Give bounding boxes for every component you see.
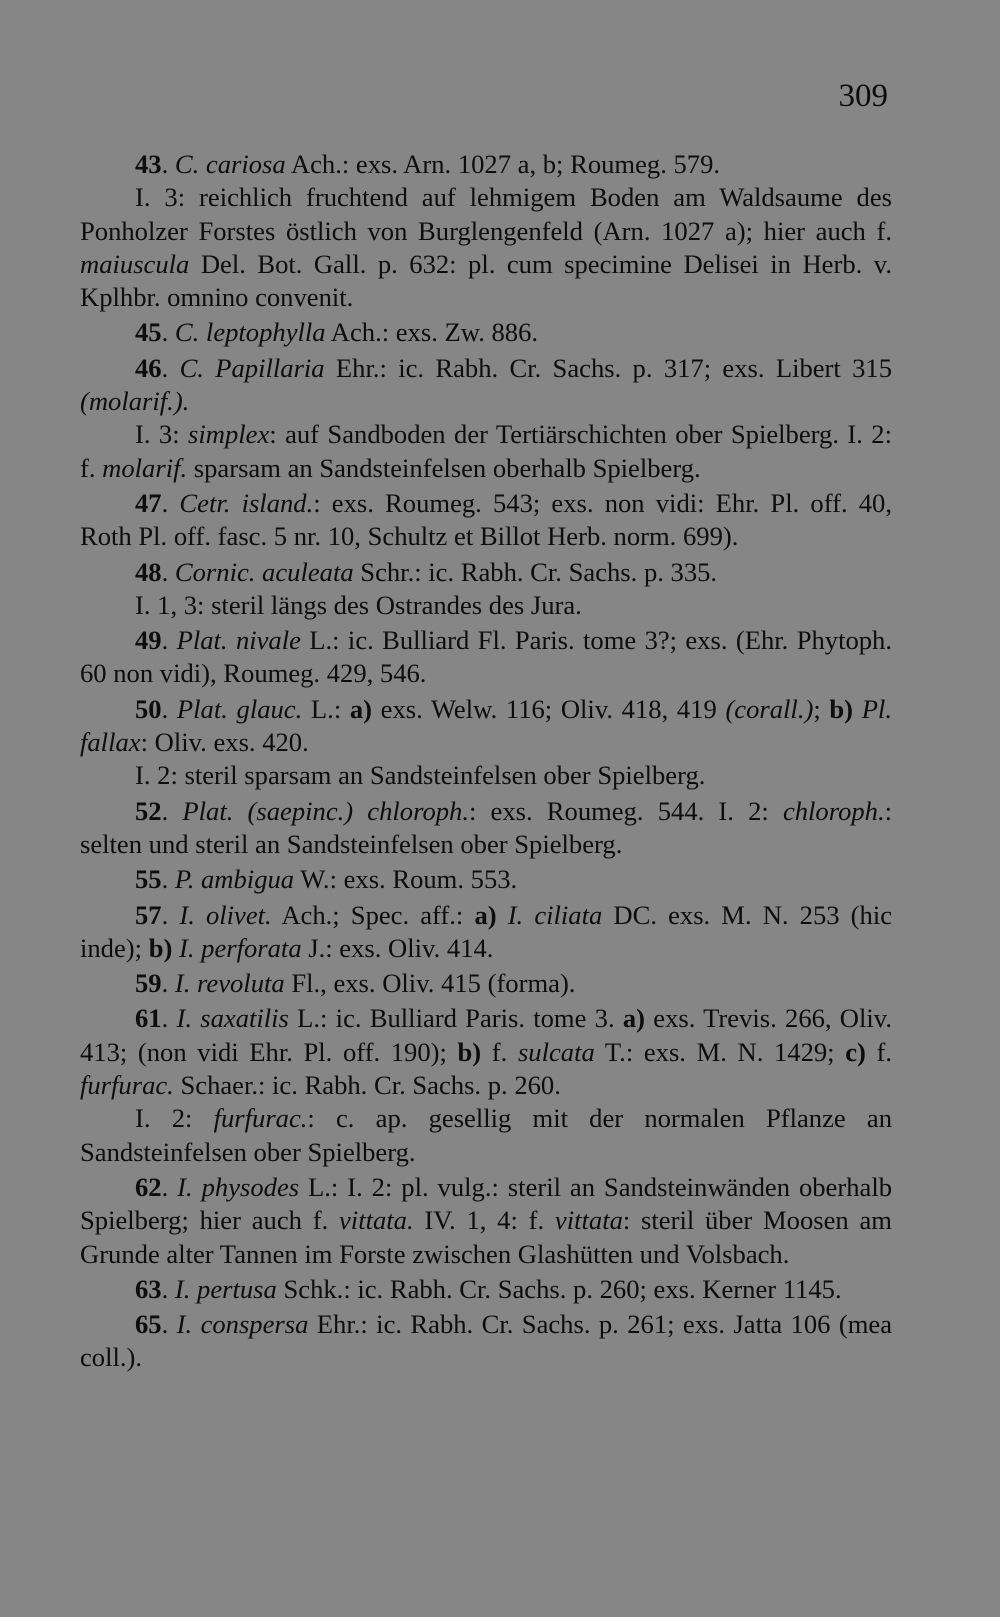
taxon-name: Cornic. aculeata — [174, 556, 354, 587]
body-text — [80, 146, 892, 1375]
taxon-name: Plat. nivale — [176, 625, 301, 656]
entry-text: . — [161, 693, 177, 724]
entry-number: 59 — [135, 968, 162, 999]
taxon-name: (corall.) — [725, 693, 814, 724]
taxon-name: Plat. glauc. — [176, 693, 303, 724]
variant-letter: a) — [349, 693, 373, 724]
entry-text: exs. Welw. 116; Oliv. 418, 419 — [372, 693, 726, 724]
page-number: 309 — [838, 78, 888, 114]
entry-paragraph — [80, 148, 892, 181]
entry-paragraph — [80, 795, 892, 862]
entry-text: : exs. Roumeg. 543; exs. non vidi: Ehr. Pl. off. 40, Roth Pl. off. fasc. 5 nr. 10, Schultz et Billot Herb. norm. 699). — [80, 487, 893, 552]
taxon-name: furfurac. — [80, 1070, 174, 1101]
taxon-name: I. conspersa — [176, 1309, 309, 1340]
entry-text: Ach.: exs. Arn. 1027 a, b; Roumeg. 579. — [285, 149, 721, 179]
entry-text: sparsam an Sandsteinfelsen oberhalb Spielberg. — [187, 452, 701, 483]
entry-text: : c. ap. gesellig mit der normalen Pflanze an Sandsteinfelsen ober Spielberg. — [80, 1103, 892, 1167]
entry-text: DC. exs. M. N. 253 (hic inde); — [80, 899, 893, 963]
entry-number: 63 — [135, 1273, 162, 1304]
entry-number: 57 — [135, 899, 162, 930]
entry-paragraph — [80, 316, 892, 349]
entry-number: 65 — [135, 1309, 162, 1340]
entry-paragraph — [80, 487, 892, 554]
entry-paragraph — [80, 556, 892, 589]
taxon-name: maiuscula — [80, 248, 190, 279]
entry-paragraph — [80, 1308, 892, 1375]
entry-text: : Oliv. exs. 420. — [140, 727, 309, 758]
entry-text: L.: I. 2: pl. vulg.: steril an Sandsteinwänden oberhalb Spielberg; hier auch f. — [80, 1171, 893, 1236]
entry-text: . — [161, 864, 175, 895]
entry-text: . — [161, 1309, 177, 1340]
entry-continuation — [80, 759, 892, 792]
entry-text: . — [161, 1273, 175, 1304]
entry-text: Schr.: ic. Rabh. Cr. Sachs. p. 335. — [353, 556, 718, 587]
entry-text: Schaer.: ic. Rabh. Cr. Sachs. p. 260. — [173, 1070, 561, 1101]
taxon-name: I. olivet. — [179, 899, 272, 930]
entry-text: . — [161, 352, 180, 383]
entry-text: . — [161, 1003, 177, 1034]
entry-text: : selten und steril an Sandsteinfelsen ober Spielberg. — [80, 795, 893, 859]
entry-text: ; — [813, 693, 830, 724]
taxon-name: P. ambigua — [174, 864, 295, 895]
entry-text: exs. Trevis. 266, Oliv. 413; (non vidi Ehr. Pl. off. 190); — [80, 1003, 893, 1067]
entry-text: T.: exs. M. N. 1429; — [594, 1036, 846, 1067]
entry-text: I. 2: steril sparsam an Sandsteinfelsen ober Spielberg. — [135, 760, 706, 791]
variant-letter: b) — [829, 693, 854, 724]
taxon-name: chloroph. — [782, 795, 885, 826]
variant-letter: a) — [622, 1003, 646, 1034]
taxon-name: I. saxatilis — [176, 1003, 289, 1034]
entry-paragraph — [80, 1171, 892, 1271]
taxon-name: sulcata — [517, 1036, 595, 1067]
entry-number: 48 — [135, 556, 162, 587]
entry-paragraph — [80, 624, 892, 691]
taxon-name: C. cariosa — [174, 149, 286, 179]
variant-letter: a) — [474, 899, 497, 930]
entry-number: 45 — [135, 317, 162, 348]
taxon-name: I. pertusa — [174, 1273, 277, 1304]
entry-text: L.: ic. Bulliard Paris. tome 3. — [288, 1003, 623, 1034]
entry-text: . — [161, 795, 183, 826]
taxon-name: Cetr. island. — [179, 487, 314, 518]
entry-text: Ach.: exs. Zw. 886. — [325, 317, 539, 348]
entry-text: . — [161, 487, 180, 518]
entry-text — [853, 694, 862, 724]
entry-text — [497, 900, 508, 930]
entry-text: I. 1, 3: steril längs des Ostrandes des Jura. — [135, 589, 582, 620]
entry-text: L.: — [302, 693, 350, 724]
entry-text: . — [161, 625, 177, 656]
taxon-name: Plat. (saepinc.) chloroph. — [182, 795, 469, 826]
entry-text: . — [161, 556, 175, 587]
entry-text: . — [161, 317, 175, 348]
taxon-name: vittata — [554, 1205, 623, 1236]
entry-text: Schk.: ic. Rabh. Cr. Sachs. p. 260; exs. Kerner 1145. — [276, 1273, 842, 1304]
entry-text: L.: ic. Bulliard Fl. Paris. tome 3?; exs. (Ehr. Phytoph. 60 non vidi), Roumeg. 429, 546. — [80, 625, 893, 689]
entry-paragraph — [80, 693, 892, 760]
entry-text: . — [161, 968, 175, 999]
entry-continuation — [80, 589, 892, 622]
entry-text: f. — [865, 1036, 892, 1067]
entry-continuation — [80, 1102, 892, 1169]
variant-letter: c) — [845, 1036, 866, 1067]
entry-text: : exs. Roumeg. 544. I. 2: — [468, 795, 783, 826]
entry-paragraph — [80, 967, 892, 1000]
taxon-name: molarif. — [102, 452, 188, 483]
entry-number: 47 — [135, 487, 162, 518]
entry-text: Fl., exs. Oliv. 415 (forma). — [284, 968, 576, 999]
taxon-name: vittata. — [339, 1205, 414, 1236]
entry-text: I. 2: — [135, 1103, 214, 1134]
entry-text: IV. 1, 4: f. — [413, 1205, 555, 1236]
entry-number: 49 — [135, 625, 162, 656]
entry-text: W.: exs. Roum. 553. — [294, 864, 518, 895]
entry-number: 50 — [135, 693, 162, 724]
entry-paragraph — [80, 899, 892, 966]
taxon-name: I. revoluta — [174, 968, 285, 999]
entry-text: I. 3: — [135, 419, 189, 450]
taxon-name: furfurac. — [213, 1103, 308, 1134]
taxon-name: C. leptophylla — [174, 317, 326, 348]
entry-paragraph — [80, 1002, 892, 1102]
entry-text: . — [161, 899, 180, 930]
entry-number: 43 — [135, 149, 162, 179]
taxon-name: I. ciliata — [507, 899, 603, 930]
taxon-name: I. perforata — [179, 932, 302, 963]
variant-letter: b) — [148, 932, 173, 963]
entry-text: : auf Sandboden der Tertiärschichten ober Spielberg. I. 2: f. — [80, 419, 892, 483]
entry-text: Ehr.: ic. Rabh. Cr. Sachs. p. 261; exs. Jatta 106 (mea coll.). — [80, 1309, 892, 1373]
entry-text: Del. Bot. Gall. p. 632: pl. cum specimine Delisei in Herb. v. Kplhbr. omnino convenit. — [80, 248, 892, 313]
variant-letter: b) — [457, 1036, 482, 1067]
entry-number: 55 — [135, 864, 162, 895]
entry-continuation — [80, 418, 892, 485]
entry-text: I. 3: reichlich fruchtend auf lehmigem Boden am Waldsaume des Ponholzer Forstes östlich von Burglengenfeld (Arn. 1027 a); hier auch f. — [80, 182, 892, 246]
entry-text: . — [161, 1171, 178, 1202]
entry-number: 52 — [135, 795, 162, 826]
entry-number: 62 — [135, 1171, 162, 1202]
entry-continuation — [80, 181, 892, 314]
taxon-name: I. physodes — [177, 1171, 300, 1202]
entry-text — [172, 933, 179, 963]
entry-text: . — [161, 149, 175, 179]
entry-text: : steril über Moosen am Grunde alter Tannen im Forste zwischen Glashütten und Volsbach. — [80, 1205, 892, 1269]
entry-text: f. — [481, 1036, 518, 1067]
entry-paragraph — [80, 1273, 892, 1306]
entry-paragraph — [80, 352, 892, 419]
entry-number: 46 — [135, 352, 162, 383]
entry-text: Ehr.: ic. Rabh. Cr. Sachs. p. 317; exs. Libert 315 — [324, 352, 893, 383]
taxon-name: simplex — [188, 419, 270, 450]
entry-text: Ach.; Spec. aff.: — [271, 899, 475, 930]
entry-paragraph — [80, 863, 892, 896]
taxon-name: C. Papillaria — [179, 352, 325, 383]
taxon-name: Pl. fallax — [80, 693, 892, 758]
entry-text: J.: exs. Oliv. 414. — [301, 932, 494, 963]
entry-number: 61 — [135, 1003, 162, 1034]
taxon-name: (molarif.). — [80, 386, 190, 417]
